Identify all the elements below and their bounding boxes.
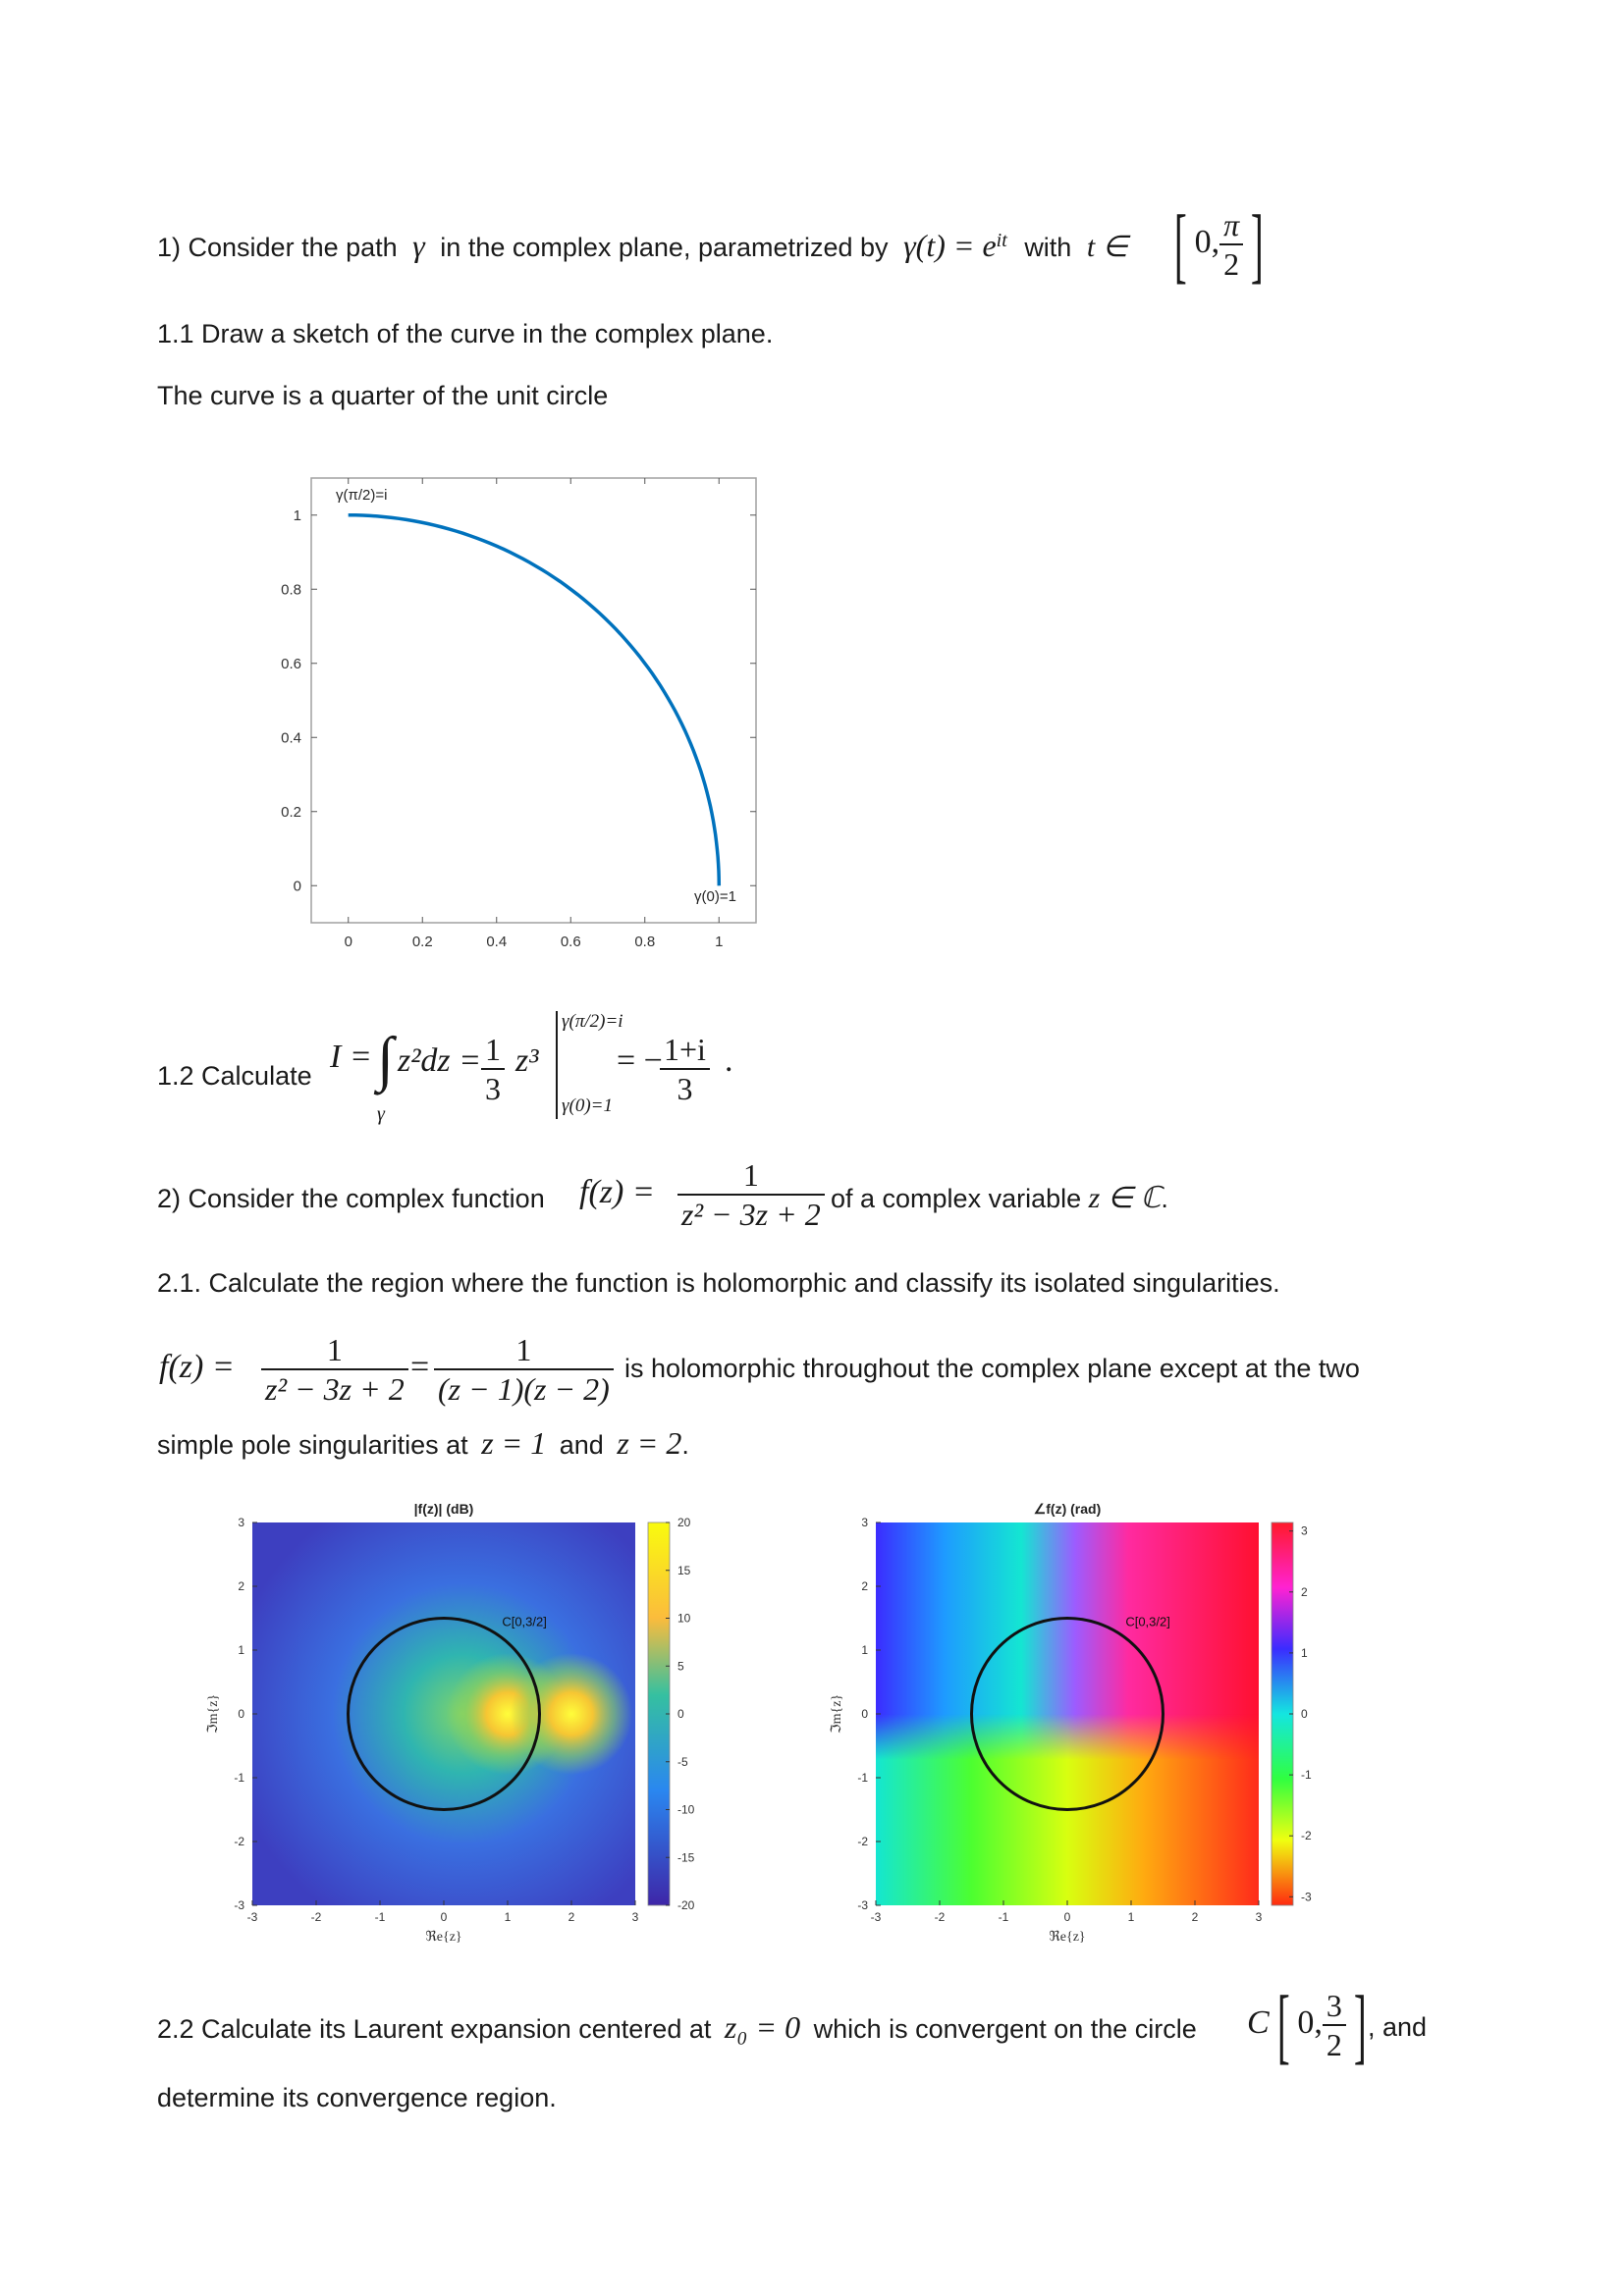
f-num: 1 — [677, 1156, 825, 1196]
third-den: 3 — [485, 1071, 501, 1106]
circle-C: C — [1247, 2003, 1270, 2041]
den1: z² − 3z + 2 — [265, 1371, 405, 1407]
q1-interval: [ 0, $\frac{\pi}{2}$ ] — [1173, 197, 1264, 292]
f-den: z² − 3z + 2 — [681, 1197, 821, 1232]
z0: z₀ = 0 — [724, 2009, 801, 2045]
q21-frac2 — [434, 1331, 614, 1408]
q2-f-frac — [677, 1156, 825, 1233]
q21-f-lhs — [159, 1349, 235, 1386]
colorbar-tick-label: -5 — [677, 1754, 688, 1769]
y-tick-label: -3 — [857, 1898, 868, 1912]
circle-label: C[0,3/2] — [1125, 1614, 1170, 1629]
num1: 1 — [261, 1331, 408, 1370]
q22-comma-and: , and — [1368, 2012, 1428, 2042]
x-tick-label: 0.4 — [486, 934, 508, 950]
dot: . — [725, 1042, 733, 1079]
q21-end: . — [681, 1430, 689, 1460]
q11-answer: The curve is a quarter of the unit circle — [157, 381, 609, 410]
f-lhs: f(z) = — [579, 1174, 655, 1210]
y-tick-label: 1 — [861, 1643, 868, 1657]
x-tick-label: -1 — [998, 1910, 1009, 1924]
q21-text-a: is holomorphic throughout the complex plane except at the two — [624, 1354, 1360, 1383]
q11-heading: 1.1 Draw a sketch of the curve in the complex plane. — [157, 319, 774, 348]
subscript-gamma: γ — [377, 1103, 385, 1125]
colorbar-tick-label: -10 — [677, 1802, 695, 1817]
x-tick-label: 0 — [1063, 1910, 1071, 1924]
y-tick-label: -3 — [234, 1898, 244, 1912]
y-tick-label: 0 — [293, 878, 301, 895]
quarter-circle-plot — [255, 471, 766, 962]
magnitude-plot — [201, 1492, 751, 1963]
z-in-c: z ∈ ℂ — [1088, 1182, 1162, 1214]
I-eq: I = — [330, 1039, 372, 1075]
colorbar-tick-label: -1 — [1301, 1768, 1312, 1783]
q22-heading: 2.2 Calculate its Laurent expansion centered at — [157, 2014, 712, 2044]
q21-frac1 — [261, 1331, 408, 1408]
x-tick-label: -3 — [246, 1910, 258, 1924]
x-tick-label: 1 — [1127, 1910, 1135, 1924]
q22-which: which is convergent on the circle — [813, 2014, 1197, 2044]
param-exp: it — [996, 230, 1007, 251]
x-tick-label: 2 — [568, 1910, 575, 1924]
colorbar-tick-label: 10 — [677, 1611, 691, 1626]
x-tick-label: 0.8 — [634, 934, 656, 950]
x-tick-label: 0.2 — [411, 934, 433, 950]
circle-label: C[0,3/2] — [502, 1614, 547, 1629]
annotation-gamma-top: γ(π/2)=i — [336, 487, 388, 504]
x-tick-label: -2 — [310, 1910, 322, 1924]
colorbar-tick-label: 0 — [677, 1707, 684, 1721]
annotation-gamma-bottom: γ(0)=1 — [694, 888, 736, 905]
y-tick-label: -1 — [234, 1771, 244, 1785]
c-den: 2 — [1326, 2027, 1342, 2062]
res-den: 3 — [677, 1071, 693, 1106]
x-tick-label: -2 — [934, 1910, 946, 1924]
y-tick-label: 0.2 — [281, 803, 301, 821]
y-tick-label: 2 — [238, 1579, 244, 1593]
q2-of-var — [831, 1182, 1168, 1215]
x-tick-label: 1 — [715, 934, 724, 950]
q2-period: . — [1161, 1184, 1168, 1213]
interval-left: 0, — [1194, 223, 1220, 260]
q2-f-lhs — [579, 1174, 655, 1211]
colorbar-tick-label: -20 — [677, 1898, 695, 1912]
x-tick-label: -1 — [374, 1910, 386, 1924]
magnitude-title: |f(z)| (dB) — [413, 1501, 474, 1517]
lower-limit — [562, 1095, 613, 1117]
q21-eq — [410, 1349, 429, 1386]
x-tick-label: 0 — [344, 934, 352, 950]
interval-num: π — [1219, 206, 1243, 245]
q21-f-lhs-text: f(z) = — [159, 1349, 235, 1385]
param-lhs: γ(t) = e — [903, 228, 997, 263]
c-left: 0, — [1297, 2003, 1323, 2041]
q12-heading: 1.2 Calculate — [157, 1061, 312, 1091]
y-tick-label: 3 — [238, 1516, 244, 1529]
colorbar-tick-label: -3 — [1301, 1890, 1312, 1904]
x-axis-label: ℜe{z} — [1049, 1930, 1086, 1945]
result-frac — [660, 1031, 710, 1107]
y-tick-label: 0 — [238, 1707, 244, 1721]
colorbar-tick-label: 0 — [1301, 1707, 1308, 1721]
num2: 1 — [434, 1331, 614, 1370]
of-var: of a complex variable — [831, 1184, 1082, 1213]
result-eq — [617, 1042, 663, 1080]
z-cubed — [515, 1042, 538, 1080]
interval-den: 2 — [1223, 246, 1240, 282]
q21-eq-text: = — [410, 1349, 430, 1385]
y-tick-label: -2 — [234, 1835, 244, 1848]
integrand — [398, 1042, 481, 1080]
result-dot — [725, 1042, 733, 1080]
plot-frame — [311, 478, 756, 923]
upper-limit — [562, 1011, 623, 1033]
colorbar-tick-label: 2 — [1301, 1584, 1308, 1599]
integral-sign: ∫ — [377, 1026, 394, 1093]
q22-circle: C[ 0, $\frac{3}{2}$ ] — [1247, 1978, 1367, 2072]
x-tick-label: 0.6 — [560, 934, 581, 950]
integral-subscript — [377, 1103, 385, 1126]
upper-limit-text: γ(π/2)=i — [562, 1011, 623, 1032]
colorbar-tick-label: -15 — [677, 1850, 695, 1865]
q12-I-eq — [330, 1039, 372, 1076]
integrand-text: z²dz = — [398, 1042, 482, 1079]
phase-plot — [825, 1492, 1375, 1963]
eq-neg: = − — [617, 1042, 663, 1079]
colorbar-tick-label: 15 — [677, 1563, 691, 1577]
one-third — [481, 1031, 505, 1107]
den2: (z − 1)(z − 2) — [438, 1371, 610, 1407]
y-tick-label: -1 — [857, 1771, 868, 1785]
q1-line — [157, 224, 1128, 264]
colorbar-tick-label: 1 — [1301, 1645, 1308, 1660]
y-tick-label: 0.8 — [281, 581, 301, 599]
q2-intro: 2) Consider the complex function — [157, 1184, 545, 1213]
c-num: 3 — [1323, 1987, 1346, 2026]
z1: z = 1 — [481, 1425, 547, 1461]
q1-text-b: in the complex plane, parametrized by — [440, 233, 889, 262]
x-tick-label: 2 — [1191, 1910, 1199, 1924]
colorbar-tick-label: 20 — [677, 1516, 691, 1529]
q21-text-b: simple pole singularities at — [157, 1430, 468, 1460]
x-axis-label: ℜe{z} — [425, 1930, 462, 1945]
q22-line — [157, 2010, 1197, 2046]
x-tick-label: 3 — [631, 1910, 639, 1924]
z2: z = 2 — [617, 1425, 682, 1461]
x-tick-label: -3 — [870, 1910, 882, 1924]
q1-text-a: 1) Consider the path — [157, 233, 398, 262]
third-num: 1 — [481, 1031, 505, 1070]
y-tick-label: 3 — [861, 1516, 868, 1529]
x-tick-label: 0 — [440, 1910, 448, 1924]
y-tick-label: 1 — [238, 1643, 244, 1657]
y-axis-label: ℑm{z} — [206, 1693, 221, 1735]
y-tick-label: -2 — [857, 1835, 868, 1848]
y-tick-label: 0.6 — [281, 655, 301, 672]
t-in: t ∈ — [1086, 231, 1128, 263]
q21-heading: 2.1. Calculate the region where the function is holomorphic and classify its isolated singularities. — [157, 1268, 1280, 1298]
gamma-symbol: γ — [412, 228, 425, 263]
q21-line-b — [157, 1426, 689, 1462]
q22-line2: determine its convergence region. — [157, 2083, 557, 2112]
y-tick-label: 0 — [861, 1707, 868, 1721]
colorbar-tick-label: 3 — [1301, 1523, 1308, 1538]
colorbar-tick-label: 5 — [677, 1659, 684, 1674]
lower-limit-text: γ(0)=1 — [562, 1095, 613, 1116]
q1-with: with — [1024, 233, 1072, 262]
evaluation-bar — [556, 1011, 558, 1119]
colorbar-tick-label: -2 — [1301, 1829, 1312, 1843]
y-axis-label: ℑm{z} — [830, 1693, 844, 1735]
q21-and: and — [559, 1430, 604, 1460]
x-tick-label: 1 — [504, 1910, 512, 1924]
x-tick-label: 3 — [1255, 1910, 1263, 1924]
y-tick-label: 0.4 — [281, 729, 301, 747]
phase-field-bottom — [876, 1522, 1259, 1905]
z3-text: z³ — [515, 1042, 539, 1079]
colorbar-ticks — [666, 1516, 695, 1912]
res-num: 1+i — [660, 1031, 710, 1070]
y-tick-label: 1 — [293, 507, 301, 524]
y-tick-label: 2 — [861, 1579, 868, 1593]
phase-title: ∠f(z) (rad) — [1033, 1501, 1102, 1517]
